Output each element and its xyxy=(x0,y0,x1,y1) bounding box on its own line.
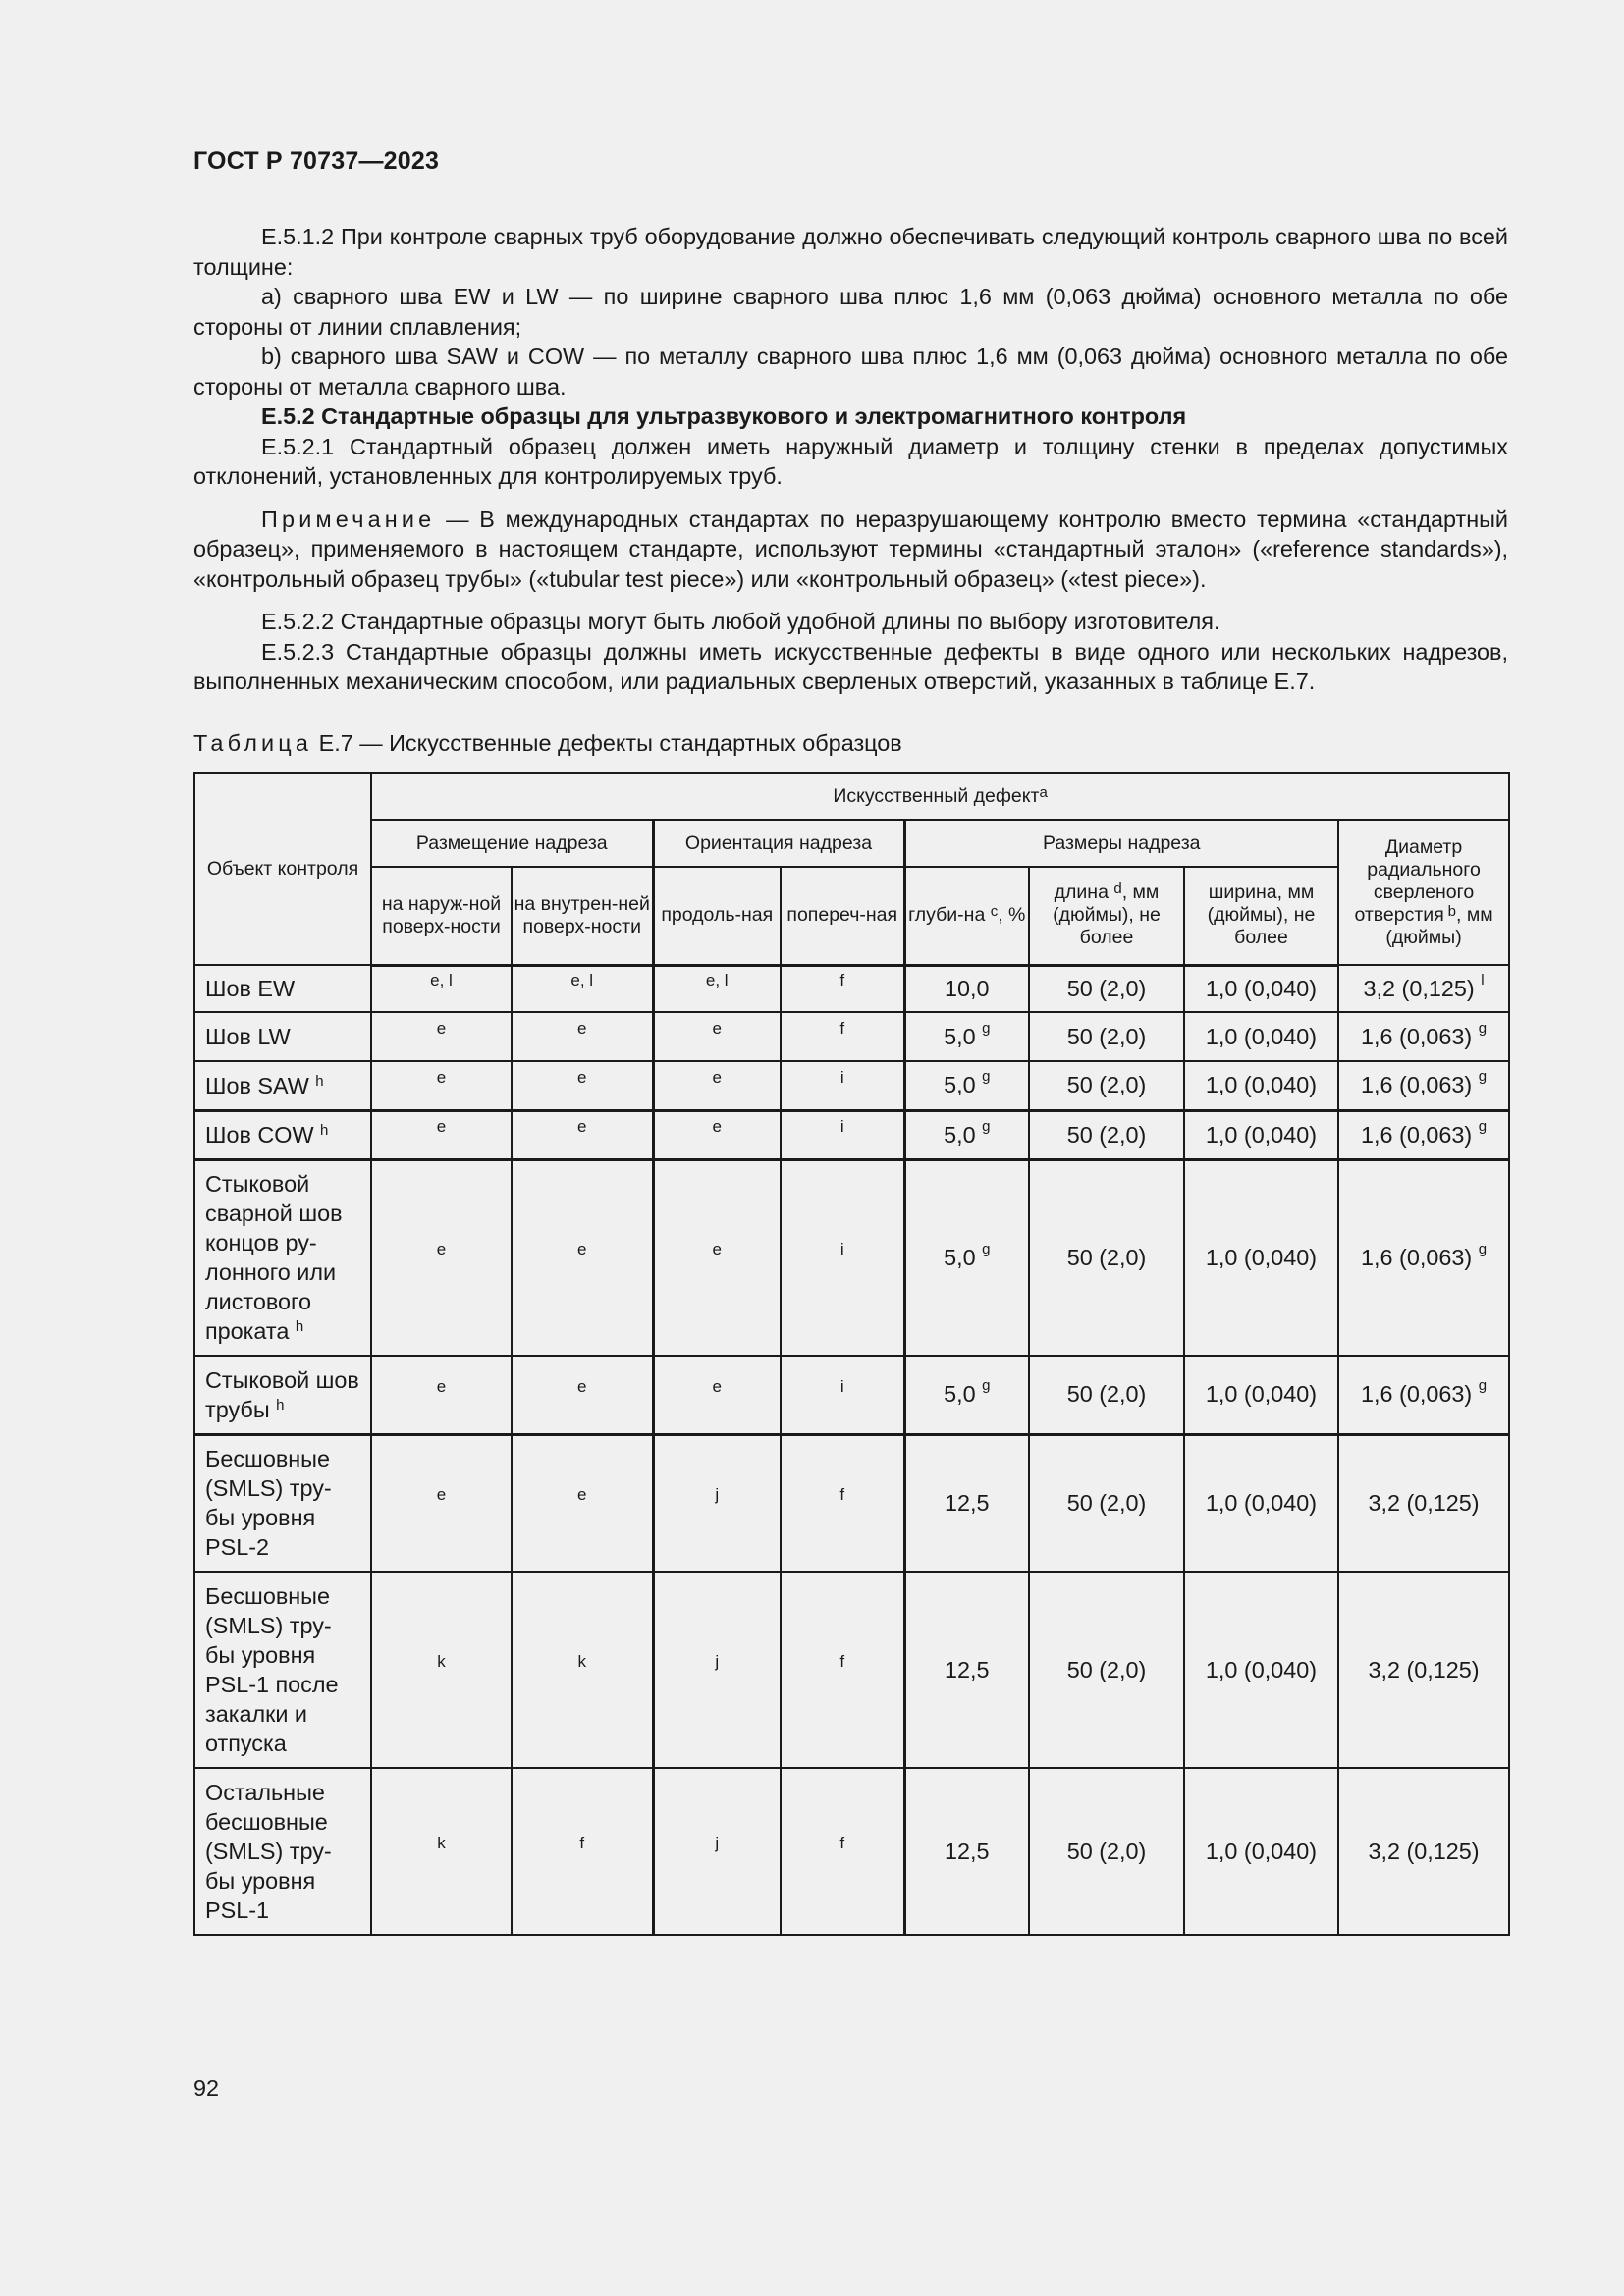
note-label: Примечание xyxy=(261,506,436,532)
cell-longitudinal: j xyxy=(653,1434,781,1572)
list-item-b: b) сварного шва SAW и COW — по металлу сварного шва плюс 1,6 мм (0,063 дюйма) основного металла по обе стороны от металла сварного шва. xyxy=(193,344,1508,400)
cell-transverse: i xyxy=(781,1061,904,1110)
cell-longitudinal: e xyxy=(653,1012,781,1061)
cell-outer: e xyxy=(371,1061,512,1110)
cell-inner: f xyxy=(512,1768,653,1935)
cell-inner: k xyxy=(512,1572,653,1768)
header-width: ширина, мм (дюймы), не более xyxy=(1184,867,1338,965)
cell-transverse: i xyxy=(781,1110,904,1159)
cell-transverse: i xyxy=(781,1159,904,1356)
table-row xyxy=(194,965,1509,1012)
header-length: длина $^d$, мм (дюймы), не более xyxy=(1029,867,1184,965)
cell-longitudinal: e, l xyxy=(653,965,781,1012)
cell-transverse: f xyxy=(781,1768,904,1935)
cell-diameter: 1,6 (0,063) $^g$ xyxy=(1338,1110,1509,1159)
cell-transverse: f xyxy=(781,1012,904,1061)
cell-depth: 5,0 $^g$ xyxy=(904,1110,1029,1159)
cell-outer: e, l xyxy=(371,965,512,1012)
cell-width: 1,0 (0,040) xyxy=(1184,965,1338,1012)
cell-outer: e xyxy=(371,1356,512,1434)
cell-width: 1,0 (0,040) xyxy=(1184,1768,1338,1935)
cell-outer: k xyxy=(371,1572,512,1768)
cell-object: Бесшовные (SMLS) тру-бы уровня PSL-1 после закалки и отпуска xyxy=(194,1572,371,1768)
cell-length: 50 (2,0) xyxy=(1029,965,1184,1012)
header-hole-diameter: Диаметр радиального сверленого отверстия $^b$, мм (дюймы) xyxy=(1338,820,1509,965)
cell-longitudinal: e xyxy=(653,1061,781,1110)
note-text: — В международных стандартах по неразрушающему контролю вместо термина «стандартный образец», применяемого в настоящем стандарте, используют термины «стандартный эталон» («reference standards»), «контрольный образец трубы» («tubular test piece») или «контрольный образец» («test piece»). xyxy=(193,506,1508,592)
table-row xyxy=(194,1572,1509,1768)
cell-transverse: f xyxy=(781,1434,904,1572)
paragraph-e5-2-2: Е.5.2.2 Стандартные образцы могут быть любой удобной длины по выбору изготовителя. xyxy=(261,609,1220,634)
cell-length: 50 (2,0) xyxy=(1029,1110,1184,1159)
cell-object: Стыковой сварной шов концов ру-лонного или листового проката $^h$ xyxy=(194,1159,371,1356)
cell-outer: e xyxy=(371,1110,512,1159)
table-caption-title: Е.7 — Искусственные дефекты стандартных образцов xyxy=(312,730,902,756)
table-row xyxy=(194,1012,1509,1061)
header-object: Объект контроля xyxy=(194,773,371,965)
page-number: 92 xyxy=(193,2075,220,2101)
cell-object: Остальные бесшовные (SMLS) тру-бы уровня PSL-1 xyxy=(194,1768,371,1935)
note-paragraph xyxy=(193,505,1508,595)
cell-diameter: 3,2 (0,125) xyxy=(1338,1572,1509,1768)
cell-object: Бесшовные (SMLS) тру-бы уровня PSL-2 xyxy=(194,1434,371,1572)
cell-diameter: 3,2 (0,125) xyxy=(1338,1768,1509,1935)
document-header: ГОСТ Р 70737—2023 xyxy=(193,147,440,175)
cell-inner: e xyxy=(512,1061,653,1110)
cell-length: 50 (2,0) xyxy=(1029,1159,1184,1356)
cell-width: 1,0 (0,040) xyxy=(1184,1061,1338,1110)
cell-outer: k xyxy=(371,1768,512,1935)
cell-width: 1,0 (0,040) xyxy=(1184,1012,1338,1061)
header-notch-dimensions: Размеры надреза xyxy=(904,820,1338,867)
cell-depth: 12,5 xyxy=(904,1572,1029,1768)
table-caption-label: Таблица xyxy=(193,730,313,756)
paragraph-e5-2-1: Е.5.2.1 Стандартный образец должен иметь наружный диаметр и толщину стенки в пределах допустимых отклонений, установленных для контролируемых труб. xyxy=(193,433,1508,489)
cell-width: 1,0 (0,040) xyxy=(1184,1110,1338,1159)
cell-depth: 12,5 xyxy=(904,1768,1029,1935)
cell-diameter: 1,6 (0,063) $^g$ xyxy=(1338,1159,1509,1356)
paragraph-e5-2-3: Е.5.2.3 Стандартные образцы должны иметь искусственные дефекты в виде одного или нескольких надрезов, выполненных механическим способом, или радиальных сверленых отверстий, указанных в таблице Е.7. xyxy=(193,638,1508,694)
list-item-a: a) сварного шва EW и LW — по ширине сварного шва плюс 1,6 мм (0,063 дюйма) основного металла по обе стороны от линии сплавления; xyxy=(193,284,1508,340)
table-row xyxy=(194,1061,1509,1110)
header-longitudinal: продоль-ная xyxy=(653,867,781,965)
cell-depth: 5,0 $^g$ xyxy=(904,1159,1029,1356)
cell-transverse: f xyxy=(781,965,904,1012)
cell-longitudinal: e xyxy=(653,1159,781,1356)
header-outer-surface: на наруж-ной поверх-ности xyxy=(371,867,512,965)
header-inner-surface: на внутрен-ней поверх-ности xyxy=(512,867,653,965)
cell-transverse: i xyxy=(781,1356,904,1434)
header-depth: глуби-на $^c$, % xyxy=(904,867,1029,965)
cell-length: 50 (2,0) xyxy=(1029,1061,1184,1110)
cell-longitudinal: j xyxy=(653,1768,781,1935)
cell-depth: 10,0 xyxy=(904,965,1029,1012)
cell-depth: 5,0 $^g$ xyxy=(904,1061,1029,1110)
table-row xyxy=(194,1356,1509,1434)
cell-width: 1,0 (0,040) xyxy=(1184,1434,1338,1572)
table-caption xyxy=(193,730,902,757)
cell-inner: e xyxy=(512,1356,653,1434)
table-row xyxy=(194,1159,1509,1356)
cell-length: 50 (2,0) xyxy=(1029,1768,1184,1935)
paragraph-e5-1-2: Е.5.1.2 При контроле сварных труб оборудование должно обеспечивать следующий контроль сварного шва по всей толщине: xyxy=(193,224,1508,280)
table-row xyxy=(194,1768,1509,1935)
table-row xyxy=(194,1110,1509,1159)
cell-diameter: 1,6 (0,063) $^g$ xyxy=(1338,1356,1509,1434)
cell-object: Шов COW $^h$ xyxy=(194,1110,371,1159)
cell-object: Шов SAW $^h$ xyxy=(194,1061,371,1110)
cell-object: Шов EW xyxy=(194,965,371,1012)
cell-depth: 12,5 xyxy=(904,1434,1029,1572)
cell-width: 1,0 (0,040) xyxy=(1184,1356,1338,1434)
cell-object: Шов LW xyxy=(194,1012,371,1061)
cell-width: 1,0 (0,040) xyxy=(1184,1572,1338,1768)
cell-outer: e xyxy=(371,1434,512,1572)
cell-diameter: 1,6 (0,063) $^g$ xyxy=(1338,1061,1509,1110)
cell-inner: e xyxy=(512,1159,653,1356)
cell-object: Стыковой шов трубы $^h$ xyxy=(194,1356,371,1434)
cell-length: 50 (2,0) xyxy=(1029,1356,1184,1434)
cell-outer: e xyxy=(371,1012,512,1061)
cell-diameter: 3,2 (0,125) $^l$ xyxy=(1338,965,1509,1012)
defects-table xyxy=(193,772,1510,1936)
cell-longitudinal: e xyxy=(653,1356,781,1434)
cell-inner: e xyxy=(512,1434,653,1572)
cell-inner: e xyxy=(512,1012,653,1061)
cell-longitudinal: e xyxy=(653,1110,781,1159)
body-text xyxy=(193,222,1508,697)
cell-depth: 5,0 $^g$ xyxy=(904,1356,1029,1434)
cell-inner: e xyxy=(512,1110,653,1159)
section-heading-e5-2: Е.5.2 Стандартные образцы для ультразвукового и электромагнитного контроля xyxy=(261,403,1187,429)
cell-length: 50 (2,0) xyxy=(1029,1434,1184,1572)
cell-length: 50 (2,0) xyxy=(1029,1572,1184,1768)
cell-width: 1,0 (0,040) xyxy=(1184,1159,1338,1356)
header-notch-placement: Размещение надреза xyxy=(371,820,653,867)
cell-inner: e, l xyxy=(512,965,653,1012)
cell-diameter: 3,2 (0,125) xyxy=(1338,1434,1509,1572)
header-transverse: попереч-ная xyxy=(781,867,904,965)
cell-outer: e xyxy=(371,1159,512,1356)
table-row xyxy=(194,1434,1509,1572)
cell-transverse: f xyxy=(781,1572,904,1768)
cell-length: 50 (2,0) xyxy=(1029,1012,1184,1061)
header-notch-orientation: Ориентация надреза xyxy=(653,820,904,867)
cell-longitudinal: j xyxy=(653,1572,781,1768)
cell-diameter: 1,6 (0,063) $^g$ xyxy=(1338,1012,1509,1061)
cell-depth: 5,0 $^g$ xyxy=(904,1012,1029,1061)
header-artificial-defect: Искусственный дефект$^a$ xyxy=(371,773,1509,820)
